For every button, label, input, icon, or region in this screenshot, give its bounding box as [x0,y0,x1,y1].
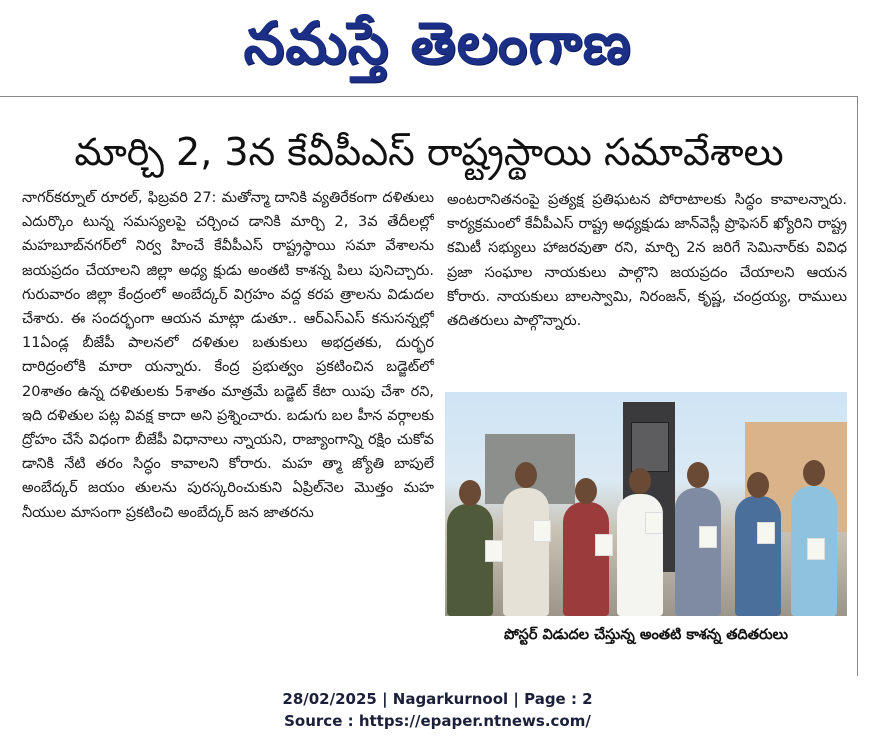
photo-poster-leaflet [595,534,613,556]
photo-person-head [629,468,651,494]
photo-poster-leaflet [757,522,775,544]
article-body-right-column: అంటరానితనంపై ప్రత్యక్ష ప్రతిఘటన పోరాటాలకు సిద్ధం కావాలన్నారు. కార్యక్రమంలో కేవీపీఎస్ రాష్ట్ర అధ్యక్షుడు జాన్‌వెస్లీ ప్రొఫెసర్ ఖ్యోరిని రాష్ట్ర కమిటీ సభ్యులు హాజరవుతా రని, మార్చి 2న జరిగే సెమినార్‌కు వివిధ ప్రజా సంఘాల నాయకులు పాల్గొని జయప్రదం చేయాలని ఆయన కోరారు. నాయకులు బాలస్వామి, నిరంజన్, కృష్ణ, చంద్రయ్య, రాములు తదితరులు పాల్గొన్నారు. [447,192,847,330]
clipping-right-edge [857,96,858,676]
clipping-top-edge [0,96,858,107]
photo-person-head [575,478,597,504]
photo-plaque [631,422,669,472]
article-photo [445,392,847,616]
article-headline: మార్చి 2, 3న కేవీపీఎస్ రాష్ట్రస్థాయి సమావేశాలు [74,130,784,174]
photo-poster-leaflet [807,538,825,560]
photo-caption: పోస్టర్ విడుదల చేస్తున్న అంతటి కాశన్న తదితరులు [504,627,788,643]
photo-poster-leaflet [699,526,717,548]
footer-dateline: 28/02/2025 | Nagarkurnool | Page : 2 [282,690,593,708]
photo-person-head [687,462,709,488]
photo-poster-leaflet [485,540,503,562]
photo-person-head [803,460,825,486]
article-body-left-column: నాగర్‌కర్నూల్ రూరల్, ఫిబ్రవరి 27: మతోన్మా దానికి వ్యతిరేకంగా దళితులు ఎదుర్కొం టున్న సమస్యలపై చర్చించ డానికి మార్చి 2, 3వ తేదీలల్లో మహబూబ్‌నగర్‌లో నిర్వ హించే కేవీపీఎస్ రాష్ట్రస్థాయి సమా వేశాలను జయప్రదం చేయాలని జిల్లా అధ్య క్షుడు అంతటి కాశన్న పిలు పునిచ్చారు. గురువారం జిల్లా కేంద్రంలో అంబేద్కర్ విగ్రహం వద్ద కరప త్రాలను విడుదల చేశారు. ఈ సందర్భంగా ఆయన మాట్లా డుతూ.. ఆర్‌ఎస్‌ఎస్ కనుసన్నల్లో 11ఏండ్ల బీజేపీ పాలనలో దళితుల బతుకులు అభద్రతకు, దుర్భర దారిద్రంలోకి మారా యన్నారు. కేంద్ర ప్రభుత్వం ప్రకటించిన బడ్జెట్‌లో 20శాతం ఉన్న దళితులకు 5శాతం మాత్రమే బడ్జెట్ కేటా యిపు చేశా రని, ఇది దళితుల పట్ల వివక్ష కాదా అని ప్రశ్నించారు. బడుగు బల హీన వర్గాలకు ద్రోహం చేసే విధంగా బీజేపీ విధానాలు న్నాయని, రాజ్యాంగాన్ని రక్షిం చుకోవ డానికి నేటి తరం సిద్ధం కావాలని కోరారు. మహ త్మా జ్యోతి బాపులే అంబేద్కర్ జయం తులను పురస్కరించుకుని ఏప్రిల్‌నెల మొత్తం మహ నీయుల మాసంగా ప్రకటించి అంబేద్కర్ జన జాతరను [22,190,434,521]
photo-person-head [459,480,481,506]
newspaper-masthead: నమస్తే తెలంగాణ [243,9,632,77]
footer-source: Source : https://epaper.ntnews.com/ [284,712,591,730]
photo-person [675,488,721,616]
photo-person [735,496,781,616]
photo-poster-leaflet [645,512,663,534]
photo-person [503,488,549,616]
photo-person-head [747,472,769,498]
photo-poster-leaflet [533,520,551,542]
photo-person [563,502,609,616]
photo-person-head [515,462,537,488]
